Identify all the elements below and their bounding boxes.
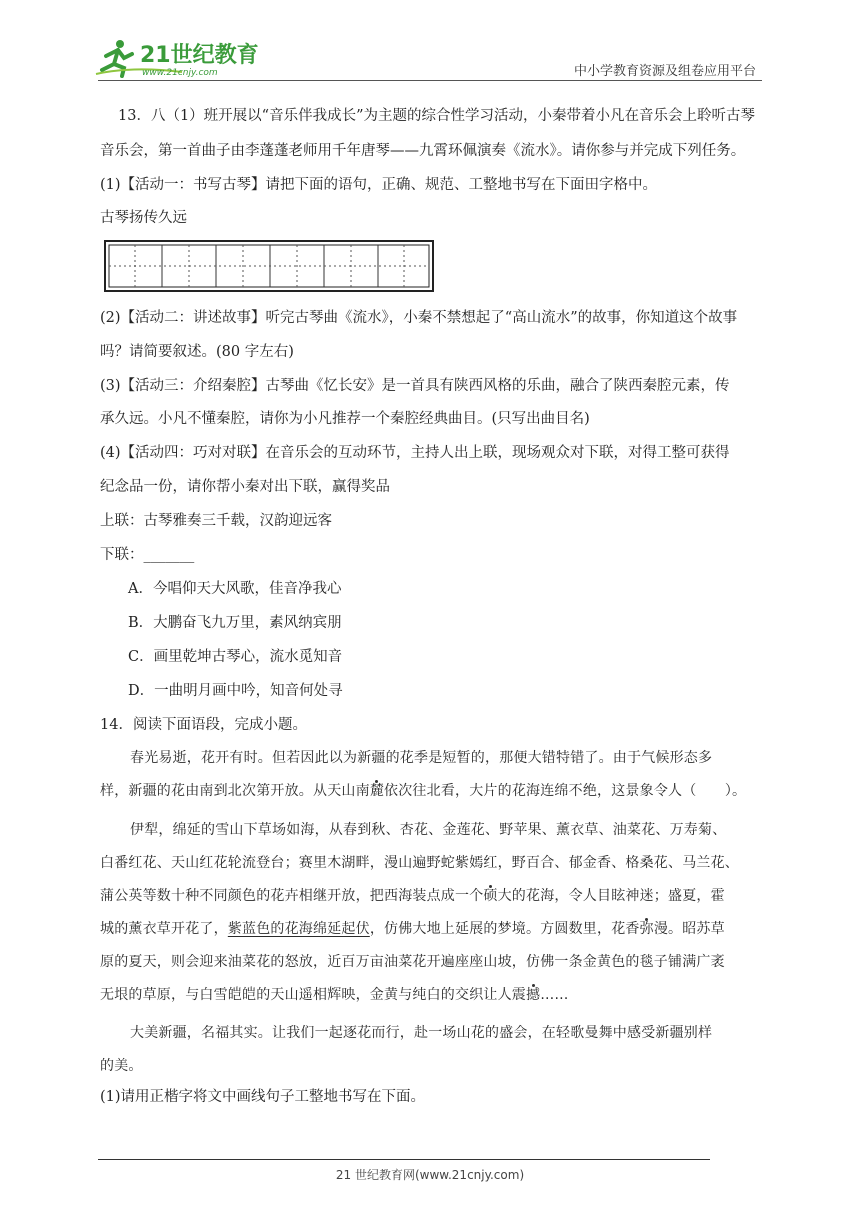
- text-segment: 无垠的草原，与白雪皑皑的天山遥相辉映，金黄与纯白的交织让人震: [100, 987, 526, 1003]
- q13-task2b: 吗？请简要叙述。(80 字左右): [100, 344, 294, 360]
- q13-phrase: 古琴扬传久远: [100, 210, 187, 226]
- passage-p3-line1: 大美新疆，名福其实。让我们一起逐花而行，赴一场山花的盛会，在轻歌曼舞中感受新疆别样: [130, 1025, 713, 1041]
- logo-url-text: www.21cnjy.com: [142, 68, 218, 78]
- q13-task2a: (2)【活动二：讲述故事】听完古琴曲《流水》，小秦不禁想起了“高山流水”的故事，你知道这个故事: [100, 310, 738, 326]
- passage-p2-line1: 伊犁，绵延的雪山下草场如海，从春到秋、杏花、金莲花、野苹果、薰衣草、油菜花、万寿菊、: [130, 822, 727, 838]
- header-divider: [98, 80, 762, 81]
- couplet-upper: 上联：古琴雅奏三千载，汉韵迎远客: [100, 513, 332, 529]
- passage-p2-line6: [100, 985, 569, 1005]
- text-segment: 城的薰衣草开花了，: [100, 921, 228, 937]
- q13-task1: (1)【活动一：书写古琴】请把下面的语句，正确、规范、工整地书写在下面田字格中。: [100, 177, 658, 193]
- site-logo: [92, 36, 262, 80]
- q13-task3b: 承久远。小凡不懂秦腔，请你为小凡推荐一个秦腔经典曲目。(只写出曲目名): [100, 411, 590, 427]
- q13-task3a: (3)【活动三：介绍秦腔】古琴曲《忆长安》是一首具有陕西风格的乐曲，融合了陕西秦腔元素，传: [100, 378, 730, 394]
- dotted-char: 撼: [526, 987, 541, 1003]
- footer-text[interactable]: 21 世纪教育网(www.21cnjy.com): [335, 1168, 525, 1182]
- logo-main-text: 21世纪教育: [140, 43, 259, 68]
- text-segment: 样，新疆的花由南到北次第开放。从天山南: [100, 783, 370, 799]
- q13-line1: 13．八（1）班开展以“音乐伴我成长”为主题的综合性学习活动，小秦带着小凡在音乐会上聆听古琴: [118, 108, 755, 124]
- text-segment: 大的花海，令人目眩神迷；盛夏，霍: [497, 888, 725, 904]
- text-segment: ……: [540, 987, 569, 1003]
- q14-sub1: (1)请用正楷字将文中画线句子工整地书写在下面。: [100, 1089, 426, 1105]
- passage-p2-line4: [100, 919, 725, 939]
- passage-p3-line2: 的美。: [100, 1058, 143, 1074]
- q14-title: 14．阅读下面语段，完成小题。: [100, 717, 307, 733]
- dotted-char: 麓: [369, 783, 385, 799]
- passage-p2-line3: [100, 886, 725, 906]
- platform-name: 中小学教育资源及组卷应用平台: [573, 64, 756, 79]
- footer-divider: [98, 1159, 710, 1160]
- couplet-lower: 下联：_______: [100, 547, 195, 563]
- option-a[interactable]: A．今唱仰天大风歌，佳音净我心: [128, 581, 342, 597]
- text-segment: ，仿佛大地上延展的梦境。方圆数里，花香: [369, 921, 640, 937]
- q13-task4b: 纪念品一份，请你帮小秦对出下联，赢得奖品: [100, 479, 390, 495]
- passage-p1-line2: [100, 781, 746, 801]
- passage-p2-line2: 白番红花、天山红花轮流登台；赛里木湖畔，漫山遍野蛇紫嫣红，野百合、郁金香、格桑花、马兰花、: [100, 855, 739, 871]
- q13-task4a: (4)【活动四：巧对对联】在音乐会的互动环节，主持人出上联，现场观众对下联，对得工整可获得: [100, 445, 730, 461]
- passage-p2-line5: 原的夏天，则会迎来油菜花的怒放，近百万亩油菜花开遍座座山坡，仿佛一条金黄色的毯子铺满广袤: [100, 954, 725, 970]
- text-segment: 依次往北看，大片的花海连绵不绝，这景象令人（ ）。: [384, 783, 747, 799]
- tianzige-writing-grid[interactable]: [104, 240, 434, 292]
- passage-p1-line1: 春光易逝，花开有时。但若因此以为新疆的花季是短暂的，那便大错特错了。由于气候形态多: [130, 750, 713, 766]
- option-d[interactable]: D．一曲明月画中吟，知音何处寻: [128, 683, 343, 699]
- option-b[interactable]: B．大鹏奋飞九万里，素风纳宾朋: [128, 615, 342, 631]
- text-segment: 漫。昭苏草: [653, 921, 725, 937]
- q13-line2: 音乐会，第一首曲子由李蓬蓬老师用千年唐琴——九霄环佩演奏《流水》。请你参与并完成下列任务。: [100, 143, 746, 159]
- text-segment: 蒲公英等数十种不同颜色的花卉相继开放，把西海装点成一个: [100, 888, 484, 904]
- option-c[interactable]: C．画里乾坤古琴心，流水觅知音: [128, 649, 343, 665]
- dotted-char: 硕: [483, 888, 498, 904]
- underlined-sentence: 紫蓝色的花海绵延起伏: [227, 921, 370, 937]
- dotted-char: 弥: [639, 921, 654, 937]
